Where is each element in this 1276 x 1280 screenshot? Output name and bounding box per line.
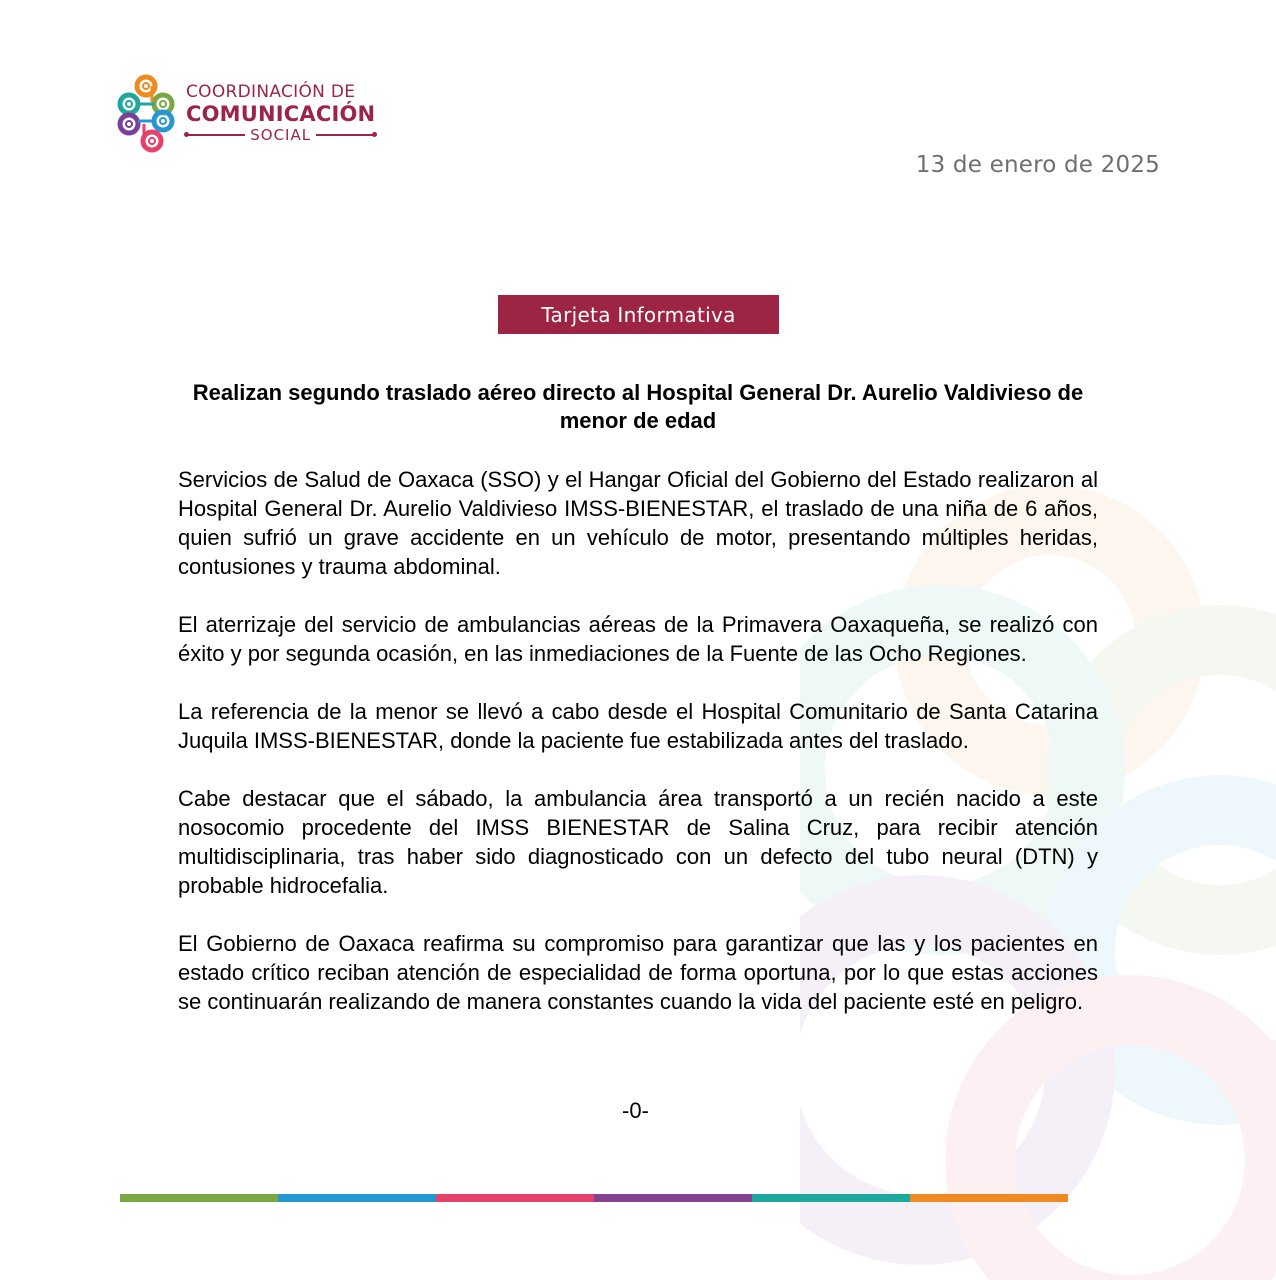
organization-logo <box>116 72 375 154</box>
article-body <box>178 465 1098 1045</box>
article-paragraph: Cabe destacar que el sábado, la ambulancia área transportó a un recién nacido a este nosocomio procedente del IMSS BIENESTAR de Salina Cruz, para recibir atención multidisciplinaria, tras haber sido diagnosticado con un defecto del tubo neural (DTN) y probable hidrocefalia. <box>178 786 1098 898</box>
footer-bar-segment-blue <box>278 1194 436 1202</box>
footer-bar-segment-purple <box>594 1194 752 1202</box>
decorative-line-left <box>186 134 245 136</box>
footer-bar-segment-orange <box>910 1194 1068 1202</box>
end-of-document-mark: -0- <box>622 1098 649 1123</box>
logo-line-comunicacion: COMUNICACIÓN <box>186 102 376 126</box>
footer-bar-segment-pink <box>436 1194 594 1202</box>
article-paragraph: El aterrizaje del servicio de ambulancias aéreas de la Primavera Oaxaqueña, se realizó con éxito y por segunda ocasión, en las inmediaciones de la Fuente de las Ocho Regiones. <box>178 612 1098 666</box>
logo-social-label: SOCIAL <box>250 126 312 144</box>
article-paragraph: Servicios de Salud de Oaxaca (SSO) y el Hangar Oficial del Gobierno del Estado realizaron al Hospital General Dr. Aurelio Valdivieso IMSS-BIENESTAR, el traslado de una niña de 6 años, quien sufrió un grave accidente en un vehículo de motor, presentando múltiples heridas, contusiones y trauma abdominal. <box>178 467 1098 579</box>
knot-logo-icon <box>116 72 176 154</box>
decorative-line-right <box>316 134 375 136</box>
logo-line-social <box>186 126 375 144</box>
publication-date: 13 de enero de 2025 <box>915 152 1160 178</box>
logo-text <box>186 82 375 144</box>
article-paragraph: El Gobierno de Oaxaca reafirma su compromiso para garantizar que las y los pacientes en estado crítico reciban atención de especialidad de forma oportuna, por lo que estas acciones se continuarán realizando de manera constantes cuando la vida del paciente esté en peligro. <box>178 931 1098 1014</box>
document-type-badge: Tarjeta Informativa <box>498 295 779 334</box>
footer-bar-segment-green <box>120 1194 278 1202</box>
footer-bar-segment-teal <box>752 1194 910 1202</box>
logo-line-coordinacion: COORDINACIÓN DE <box>186 82 356 102</box>
article-headline: Realizan segundo traslado aéreo directo al Hospital General Dr. Aurelio Valdivieso de menor de edad <box>192 380 1084 433</box>
article-paragraph: La referencia de la menor se llevó a cabo desde el Hospital Comunitario de Santa Catarina Juquila IMSS-BIENESTAR, donde la paciente fue estabilizada antes del traslado. <box>178 699 1098 753</box>
footer-color-bar <box>120 1194 1068 1202</box>
